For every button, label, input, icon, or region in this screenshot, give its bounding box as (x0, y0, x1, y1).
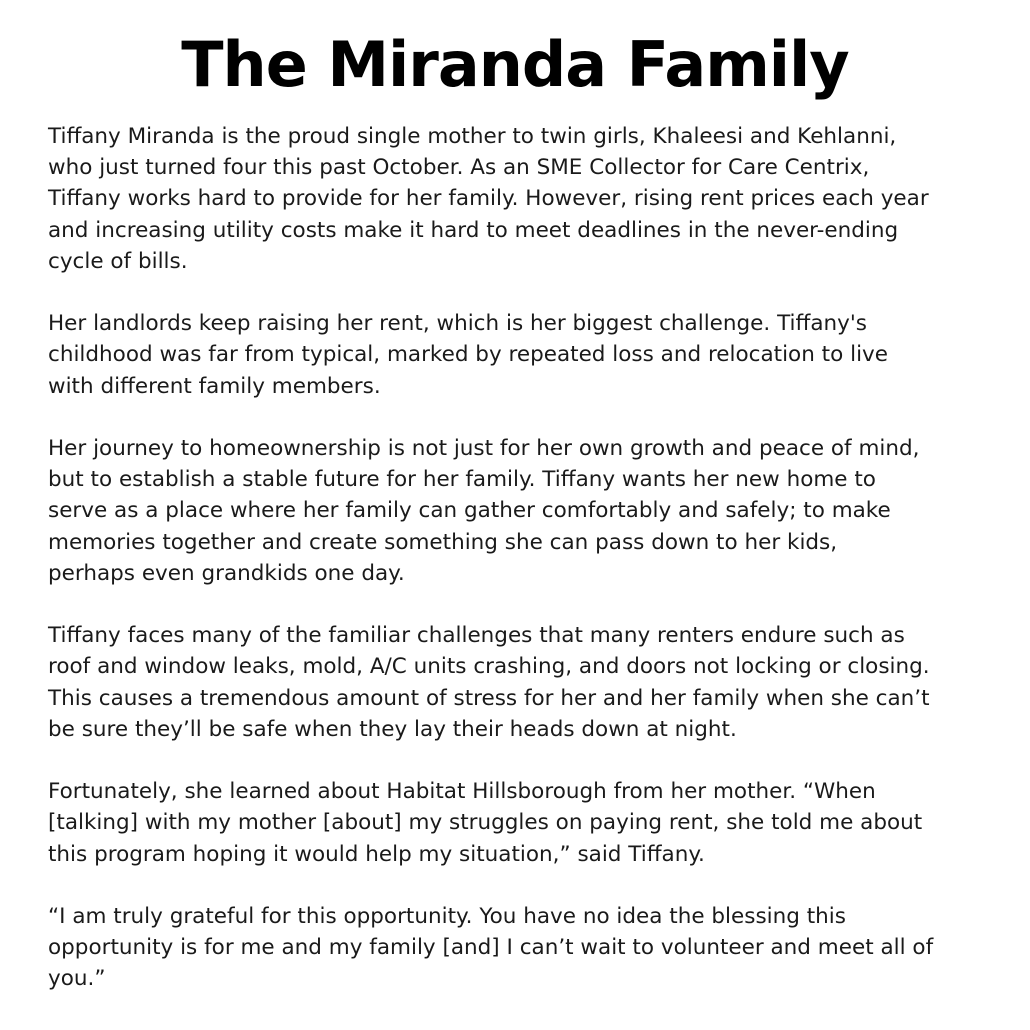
text-line: roof and window leaks, mold, A/C units crashing, and doors not locking or closing. (48, 654, 930, 680)
text-line: this program hoping it would help my situation,” said Tiffany. (48, 841, 705, 867)
text-line: Fortunately, she learned about Habitat Hillsborough from her mother. “When (48, 779, 876, 805)
paragraph-challenges (48, 620, 988, 745)
paragraph-landlords (48, 308, 988, 402)
text-line: be sure they’ll be safe when they lay their heads down at night. (48, 716, 737, 742)
text-line: “I am truly grateful for this opportunity. You have no idea the blessing this (48, 904, 846, 929)
text-line: Tiffany works hard to provide for her family. However, rising rent prices each year (48, 186, 929, 212)
text-line: Her landlords keep raising her rent, which is her biggest challenge. Tiffany's (48, 311, 867, 337)
text-line: [talking] with my mother [about] my struggles on paying rent, she told me about (48, 810, 923, 836)
paragraph-homeownership (48, 433, 988, 589)
text-line: with different family members. (48, 373, 381, 399)
text-line: This causes a tremendous amount of stress for her and her family when she can’t (48, 685, 930, 711)
body-text (48, 121, 988, 1026)
page-title: The Miranda Family (181, 28, 849, 101)
text-line: who just turned four this past October. As an SME Collector for Care Centrix, (48, 155, 870, 181)
text-line: Tiffany faces many of the familiar challenges that many renters endure such as (48, 623, 905, 649)
text-line: memories together and create something she can pass down to her kids, (48, 529, 838, 555)
text-line: you.” (48, 966, 106, 992)
text-line: childhood was far from typical, marked by repeated loss and relocation to live (48, 342, 888, 368)
text-line: serve as a place where her family can gather comfortably and safely; to make (48, 498, 891, 524)
text-line: but to establish a stable future for her family. Tiffany wants her new home to (48, 467, 876, 493)
text-line: and increasing utility costs make it hard to meet deadlines in the never-ending (48, 217, 899, 243)
text-line: opportunity is for me and my family [and] I can’t wait to volunteer and meet all of (48, 935, 934, 961)
text-line: Her journey to homeownership is not just for her own growth and peace of mind, (48, 436, 920, 461)
paragraph-intro (48, 121, 988, 277)
paragraph-quote (48, 901, 988, 995)
paragraph-habitat (48, 776, 988, 870)
text-line: cycle of bills. (48, 248, 188, 274)
text-line: perhaps even grandkids one day. (48, 560, 405, 586)
text-line: Tiffany Miranda is the proud single mother to twin girls, Khaleesi and Kehlanni, (48, 124, 897, 149)
